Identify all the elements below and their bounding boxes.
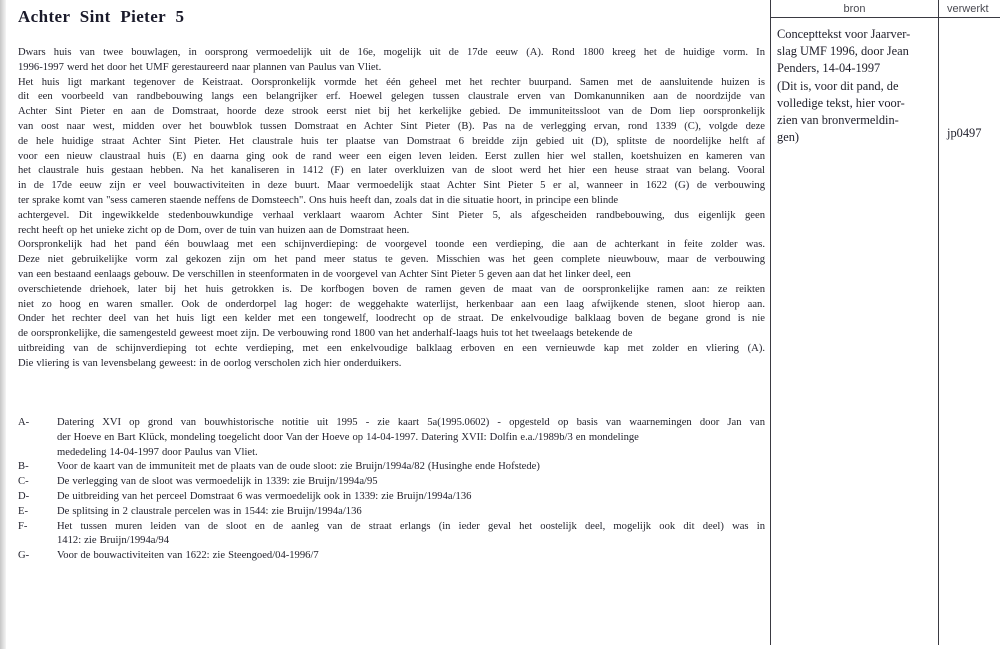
footnote-line: De uitbreiding van het perceel Domstraat 6 was vermoedelijk ook in 1339: zie Bruijn/1994a/136	[57, 490, 472, 502]
footnote	[18, 520, 765, 550]
footnote-line: De splitsing in 2 claustrale percelen was in 1544: zie Bruijn/1994a/136	[57, 505, 362, 517]
header-rule	[770, 17, 1000, 18]
body-line: Dwars huis van twee bouwlagen, in oorsprong vermoedelijk uit de 16e, mogelijk uit de 17de eeuw (A). Rond 1800 kreeg het de huidige vorm. In	[18, 47, 765, 58]
footnote-label: A-	[18, 417, 30, 428]
footnote-line: Voor de bouwactiviteiten van 1622: zie Steengoed/04-1996/7	[57, 550, 319, 562]
body-line: Achter Sint Pieter en aan de Domstraat, hoorde deze strook eerst niet bij het kerkelijke gebied. De immuniteitssloot van de Dom liep oorspronkelijk	[18, 106, 765, 118]
footnote-line: 1412: zie Bruijn/1994a/94	[57, 535, 170, 547]
body-text	[18, 46, 765, 372]
scan-edge-shadow	[0, 0, 6, 649]
bron-cell-line: gen)	[777, 130, 800, 145]
verwerkt-value: jp0497	[947, 126, 982, 140]
body-line: Deze niet gebruikelijke vorm zal gekozen zijn om het pand meer status te geven. Misschien was het geen complete nieuwbouw, maar de verbouwing	[18, 254, 765, 266]
body-line: achtergevel. Dit ingewikkelde stedenbouwkundige verhaal verklaart waarom Achter Sint Pieter 5, als afgescheiden randbebouwing, dus eigenlijk geen	[18, 209, 765, 221]
body-line: niet zo hoog en waren smaller. Ook de onderdorpel lag hoger: de weggehakte waterlijst, herkenbaar aan een laag afwijkende stenen, sloot hierop aan.	[18, 298, 765, 310]
body-line: in de 17de eeuw zijn er veel bouwactiviteiten in deze buurt. Maar vermoedelijk staat Achter Sint Pieter 5 er al, wanneer in 1622 (G) de verbouwing	[18, 180, 765, 192]
body-line: recht heeft op het unieke zicht op de Dom, over de tuin van huizen aan de Domstraat heen.	[18, 224, 410, 236]
bron-cell-line: (Dit is, voor dit pand, de	[777, 78, 899, 93]
body-line: dit een voorbeeld van randbebouwing langs een belangrijker erf. Hoewel gelegen tussen claustrale erven van Domkanunniken aan de noordzijde van	[18, 91, 765, 103]
page-title: Achter Sint Pieter 5	[18, 7, 185, 26]
body-line: Oorspronkelijk had het pand één bouwlaag met een schijnverdieping: de voorgevel toonde een verdieping, die aan de achterkant in feite zolder was.	[18, 239, 765, 251]
footnote	[18, 490, 765, 505]
verwerkt-column-header: verwerkt	[947, 3, 989, 15]
footnote-line: Het tussen muren leiden van de sloot en de aanleg van de straat erlangs (in ieder geval het oostelijk deel, mogelijk ook dit deel) was in	[57, 520, 765, 532]
body-line: Die vliering is van levensbelang geweest: in de oorlog verscholen zich hier onderduikers.	[18, 357, 402, 369]
footnote-line: Voor de kaart van de immuniteit met de plaats van de oude sloot: zie Bruijn/1994a/82 (Husinghe ende Hofstede)	[57, 461, 540, 473]
body-line: van een bestaand eenlaags gebouw. De verschillen in steenformaten in de voorgevel van Achter Sint Pieter 5 geven aan dat het linker deel, een	[18, 268, 631, 280]
body-line: ter sprake komt van "sess cameren staende neffens de Domsteech". Ons huis heeft dan, zoals dat in die situatie hoort, in principe een blinde	[18, 194, 619, 206]
footnote	[18, 416, 765, 460]
footnote	[18, 475, 765, 490]
footnote	[18, 460, 765, 475]
footnote-label: E-	[18, 505, 28, 517]
bron-cell	[777, 26, 935, 146]
bron-cell-line: volledige tekst, hier voor-	[777, 95, 905, 110]
footnote-line: De verlegging van de sloot was vermoedelijk in 1339: zie Bruijn/1994a/95	[57, 476, 378, 488]
body-line: 1996-1997 werd het door het UMF gerestaureerd naar plannen van Paulus van Vliet.	[18, 61, 382, 73]
footnote-line: Datering XVI op grond van bouwhistorische notitie uit 1995 - zie kaart 5a(1995.0602) - opgesteld op basis van waarnemingen door Jan van	[57, 417, 765, 428]
body-line: Het huis ligt markant tegenover de Keistraat. Oorspronkelijk vormde het één geheel met het rechter buurpand. Samen met de aansluitende huizen is	[18, 76, 765, 88]
bron-cell-line: zien van bronvermeldin-	[777, 113, 899, 128]
body-line: van oost naar west, midden over het bouwblok tussen Domstraat en Achter Sint Pieter (B). Pas na de verlegging ervan, rond 1339 (C), volgde deze	[18, 120, 765, 132]
body-line: Onder het rechter deel van het huis ligt een kelder met een tongewelf, loodrecht op de straat. De enkelvoudige balklaag boven de begane grond is nie	[18, 313, 765, 325]
column-divider-bron-verwerkt	[938, 0, 939, 645]
footnote	[18, 505, 765, 520]
body-line: de oorspronkelijke, die samengesteld geweest moet zijn. De verbouwing rond 1800 van het anderhalf-laags huis tot het tweelaags betekende de	[18, 328, 633, 340]
footnote-label: D-	[18, 490, 30, 502]
bron-column-header: bron	[843, 3, 866, 15]
column-divider-main	[770, 0, 771, 645]
footnote-label: F-	[18, 520, 28, 532]
footnotes	[18, 416, 765, 564]
bron-cell-line: Penders, 14-04-1997	[777, 61, 881, 76]
bron-cell-line: Concepttekst voor Jaarver-	[777, 27, 911, 41]
footnote-label: C-	[18, 476, 29, 488]
body-line: uitbreiding van de schijnverdieping tot echte verdieping, met een enkelvoudige balklaag erboven en een vernieuwde kap met zolder en vliering (A).	[18, 342, 765, 354]
footnote-label: B-	[18, 461, 29, 473]
body-line: voor een nieuw claustraal huis (E) en daarna ging ook de rand weer een eigen leven leiden. Eerst zullen hier wel stallen, koetshuizen en kameren van	[18, 150, 765, 162]
footnote-line: mededeling 14-04-1997 door Paulus van Vliet.	[57, 446, 258, 458]
bron-cell-line: slag UMF 1996, door Jean	[777, 44, 909, 59]
body-line: de hele huidige straat Achter Sint Pieter. Het claustrale huis ter plaatse van Domstraat 6 breidde zijn gebied uit (D), splitste de noordelijke helft af	[18, 135, 765, 147]
body-line: overschietende driehoek, later bij het huis getrokken is. De korfbogen boven de ramen geven de maat van de oorspronkelijke ramen aan: ze reikten	[18, 283, 765, 295]
footnote	[18, 549, 765, 564]
footnote-label: G-	[18, 550, 30, 562]
footnote-line: der Hoeve en Bart Klück, mondeling toegelicht door Van der Hoeve op 14-04-1997. Datering XVII: Dolfin e.a./1989b/3 en mondelinge	[57, 431, 639, 443]
body-line: het claustrale huis gestaan hebben. Na het kanaliseren in 1412 (F) en later overkluizen van de sloot werd het hier een heuse straat van belang. Vooral	[18, 165, 765, 177]
